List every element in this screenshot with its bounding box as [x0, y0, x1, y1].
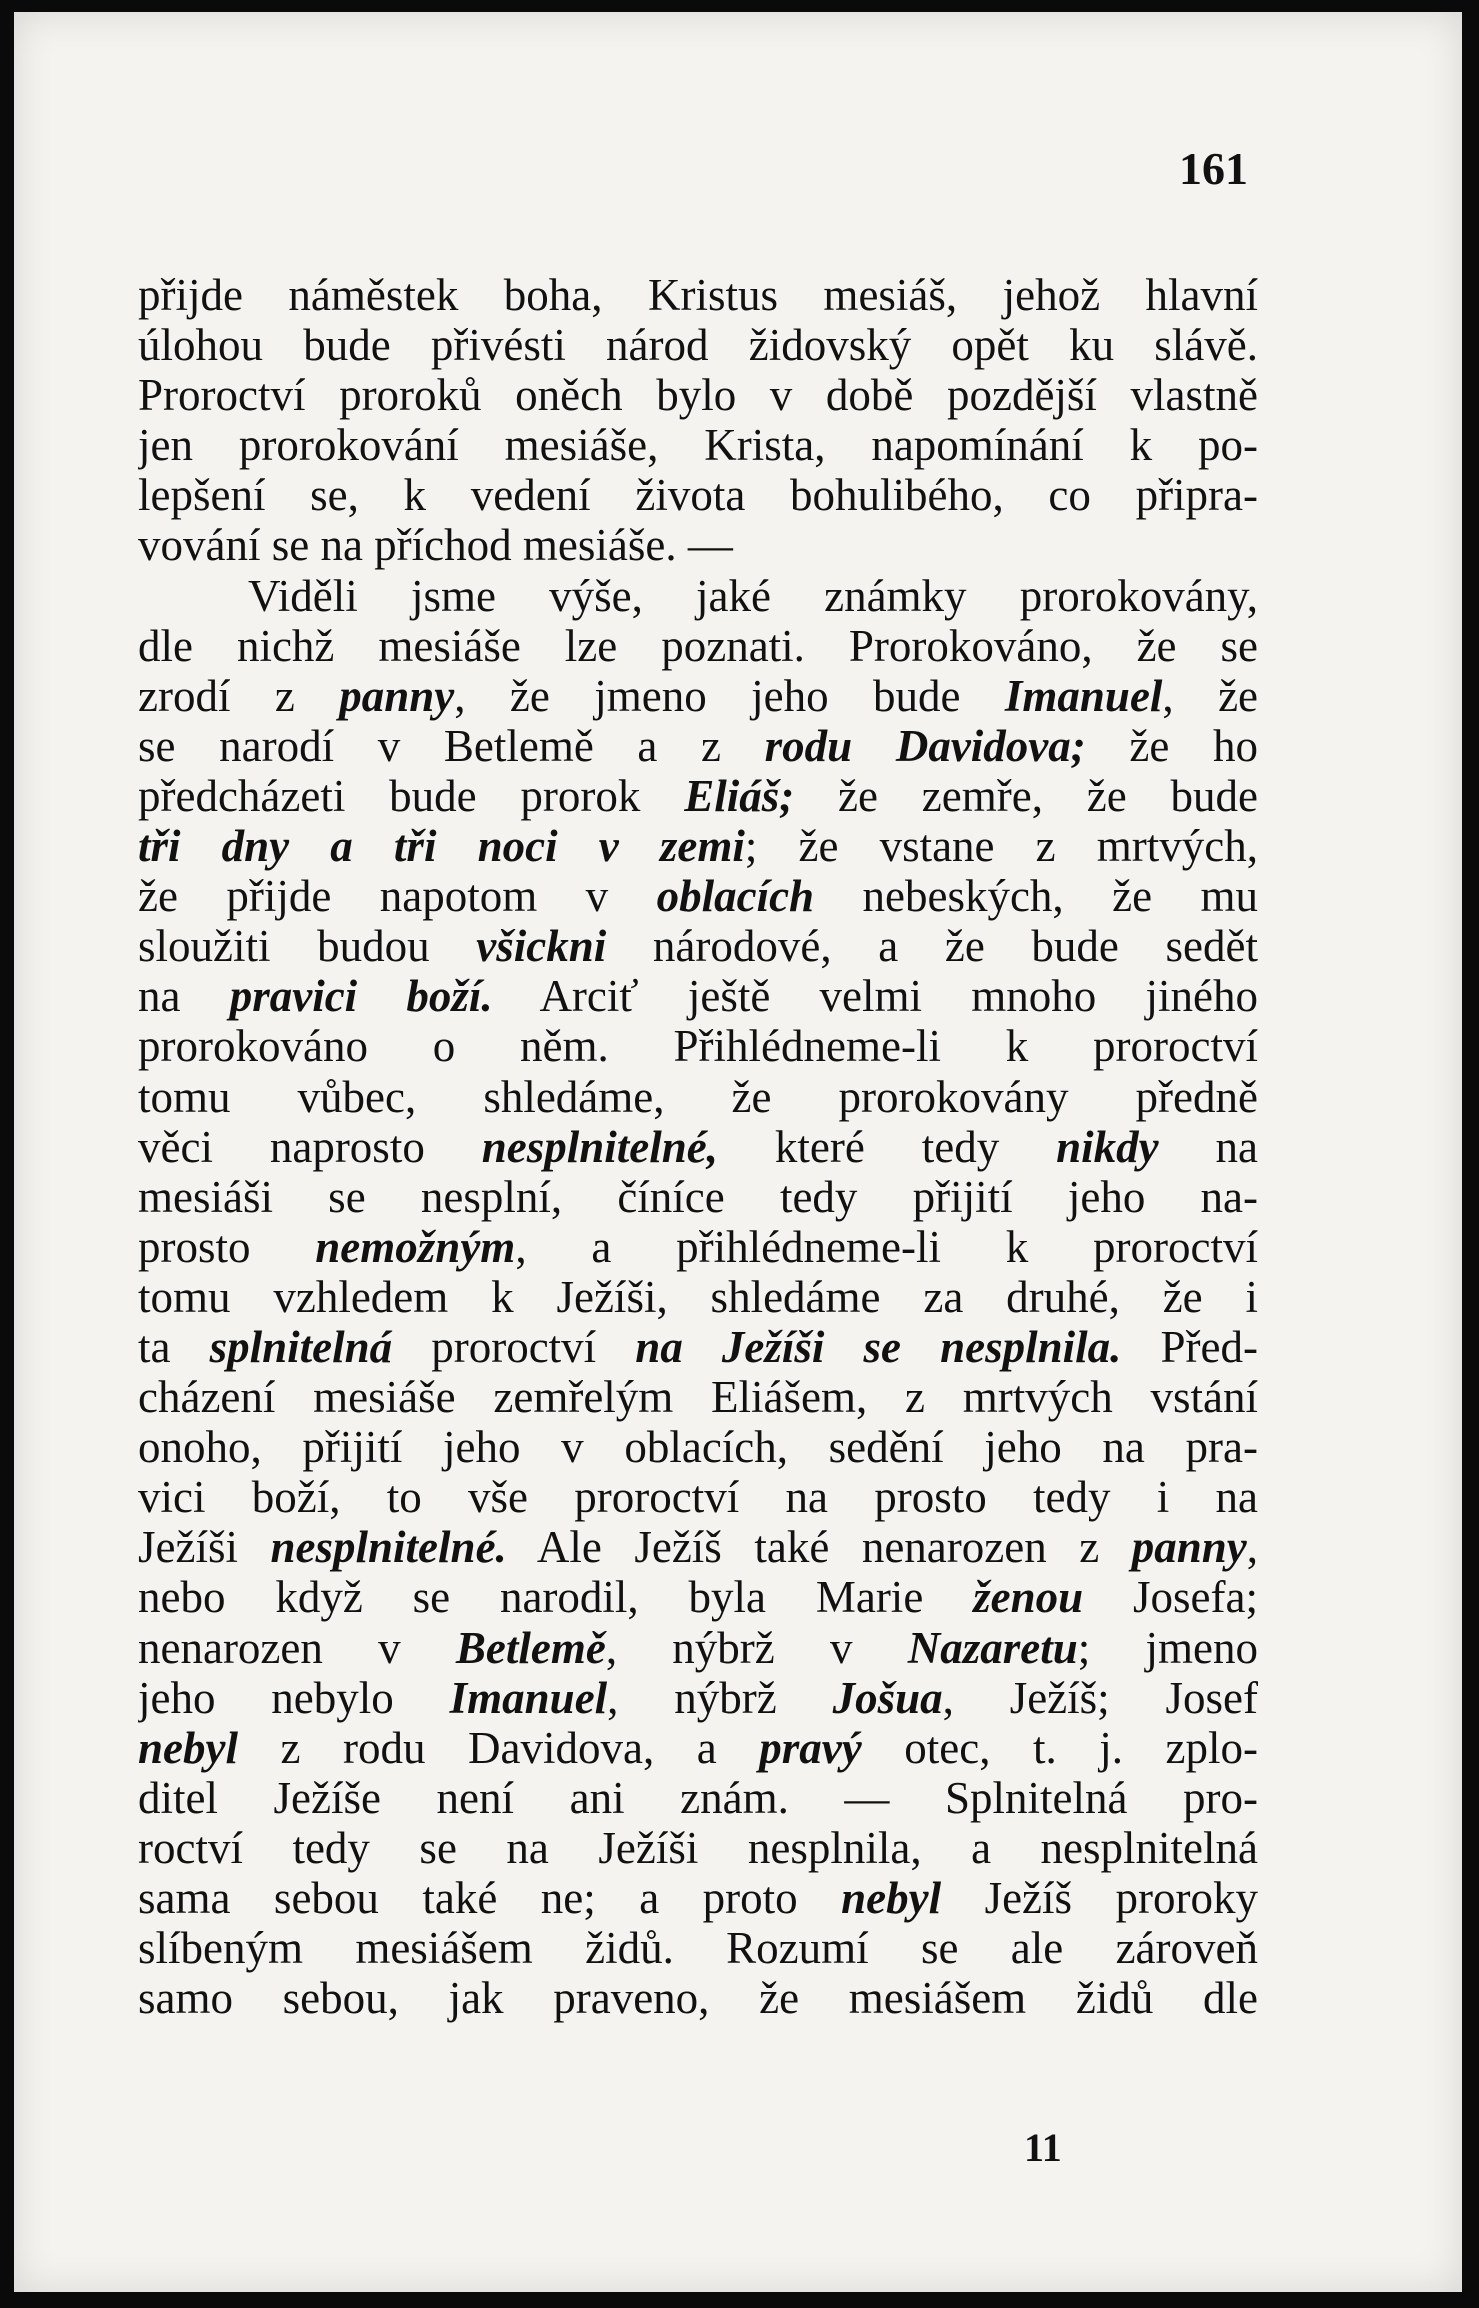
text-segment: dle nichž mesiáše lze poznati. Prorokováno, že se — [138, 620, 1258, 671]
text-segment: Arciť ještě velmi mnoho jiného — [492, 971, 1258, 1022]
text-line — [138, 320, 1258, 370]
emphasized-text: všickni — [476, 921, 607, 972]
text-segment: že zemře, že bude — [794, 770, 1258, 821]
text-line — [138, 1673, 1258, 1723]
emphasized-text: panny — [1131, 1522, 1247, 1573]
emphasized-text: splnitelná — [209, 1321, 393, 1372]
text-line — [138, 1773, 1258, 1823]
text-segment: se narodí v Betlemě a z — [138, 720, 765, 771]
emphasized-text: oblacích — [656, 871, 815, 922]
text-line — [138, 1072, 1258, 1122]
text-segment: tomu vzhledem k Ježíši, shledáme za druhé, že i — [138, 1271, 1258, 1322]
emphasized-text: na Ježíši se nesplnila. — [635, 1321, 1122, 1372]
text-segment: ditel Ježíše není ani znám. — Splnitelná pro- — [138, 1772, 1258, 1823]
text-segment: , — [1246, 1522, 1258, 1573]
text-line — [138, 1021, 1258, 1071]
text-line — [138, 470, 1258, 520]
text-segment: na — [138, 971, 230, 1022]
emphasized-text: Imanuel — [449, 1672, 608, 1723]
text-line — [138, 821, 1258, 871]
emphasized-text: tři dny a tři noci v zemi — [138, 821, 745, 872]
emphasized-text: nikdy — [1056, 1121, 1159, 1172]
text-line — [138, 1723, 1258, 1773]
text-segment: mesiáši se nesplní, číníce tedy přijití jeho na- — [138, 1171, 1258, 1222]
text-segment: prorokováno o něm. Přihlédneme-li k proroctví — [138, 1021, 1258, 1072]
text-line — [138, 621, 1258, 671]
text-segment: sama sebou také ne; a proto — [138, 1873, 842, 1923]
emphasized-text: ženou — [973, 1572, 1084, 1623]
emphasized-text: Betlemě — [455, 1622, 606, 1673]
text-line — [138, 1522, 1258, 1572]
emphasized-text: Jošua — [832, 1672, 943, 1723]
text-line — [138, 1172, 1258, 1222]
text-segment: které tedy — [718, 1121, 1057, 1172]
emphasized-text: Imanuel — [1004, 670, 1163, 721]
text-segment: , nýbrž — [607, 1672, 833, 1723]
text-segment: tomu vůbec, shledáme, že prorokovány předně — [138, 1071, 1258, 1122]
text-segment: zrodí z — [138, 670, 340, 721]
text-segment: roctví tedy se na Ježíši nesplnila, a nesplnitelná — [138, 1822, 1258, 1873]
text-segment: přijde náměstek boha, Kristus mesiáš, jehož hlavní — [138, 270, 1258, 320]
text-segment: nebo když se narodil, byla Marie — [138, 1572, 974, 1623]
emphasized-text: nebyl — [841, 1873, 942, 1923]
text-line — [138, 1572, 1258, 1622]
text-line — [138, 1222, 1258, 1272]
text-line — [138, 1823, 1258, 1873]
text-line — [138, 1122, 1258, 1172]
text-segment: Viděli jsme výše, jaké známky prorokovány, — [248, 570, 1258, 621]
text-segment: ; že vstane z mrtvých, — [744, 821, 1258, 872]
text-segment: že ho — [1085, 720, 1258, 771]
text-segment: Ježíš proroky — [941, 1873, 1258, 1923]
text-line — [138, 1372, 1258, 1422]
text-line — [138, 520, 1258, 570]
text-segment: onoho, přijití jeho v oblacích, sedění jeho na pra- — [138, 1422, 1258, 1473]
text-segment: Josefa; — [1083, 1572, 1258, 1623]
text-line — [138, 420, 1258, 470]
text-segment: sloužiti budou — [138, 921, 477, 972]
text-segment: nenarozen v — [138, 1622, 456, 1673]
text-segment: Proroctví proroků oněch bylo v době pozdější vlastně — [138, 370, 1258, 421]
text-segment: že přijde napotom v — [138, 871, 657, 922]
text-line — [138, 571, 1258, 621]
text-segment: vování se na příchod mesiáše. — — [138, 520, 733, 571]
text-segment: , že — [1162, 670, 1258, 721]
text-segment: ; jmeno — [1077, 1622, 1258, 1673]
text-segment: lepšení se, k vedení života bohulibého, co připra- — [138, 470, 1258, 521]
text-segment: předcházeti bude prorok — [138, 770, 685, 821]
text-line — [138, 971, 1258, 1021]
text-line — [138, 1422, 1258, 1472]
text-segment: Ježíši — [138, 1522, 271, 1573]
text-segment: otec, t. j. zplo- — [861, 1722, 1258, 1773]
emphasized-text: pravý — [759, 1722, 862, 1773]
text-segment: z rodu Davidova, a — [237, 1722, 760, 1773]
text-segment: samo sebou, jak praveno, že mesiášem židů dle — [138, 1973, 1258, 2024]
emphasized-text: nesplnitelné. — [270, 1522, 507, 1573]
text-line — [138, 1623, 1258, 1673]
text-segment: proroctví — [392, 1321, 636, 1372]
text-segment: , že jmeno jeho bude — [454, 670, 1005, 721]
text-line — [138, 1472, 1258, 1522]
text-segment: cházení mesiáše zemřelým Eliášem, z mrtvých vstání — [138, 1372, 1258, 1423]
text-line — [138, 771, 1258, 821]
text-line — [138, 1873, 1258, 1923]
text-segment: Ale Ježíš také nenarozen z — [506, 1522, 1132, 1573]
text-segment: jen prorokování mesiáše, Krista, napomínání k po- — [138, 420, 1258, 471]
text-line — [138, 270, 1258, 320]
emphasized-text: rodu Davidova; — [764, 720, 1086, 771]
text-segment: národové, a že bude sedět — [606, 921, 1258, 972]
emphasized-text: panny — [339, 670, 455, 721]
emphasized-text: nebyl — [138, 1722, 238, 1773]
text-segment: ta — [138, 1321, 210, 1372]
text-line — [138, 1322, 1258, 1372]
text-segment: , a přihlédneme-li k proroctví — [515, 1221, 1258, 1272]
text-segment: , Ježíš; Josef — [942, 1672, 1258, 1723]
emphasized-text: Nazaretu — [907, 1622, 1078, 1673]
emphasized-text: nemožným — [315, 1221, 516, 1272]
book-page — [14, 12, 1462, 2292]
text-segment: vici boží, to vše proroctví na prosto tedy i na — [138, 1472, 1258, 1523]
text-segment: Před- — [1121, 1321, 1258, 1372]
text-line — [138, 871, 1258, 921]
text-segment: slíbeným mesiášem židů. Rozumí se ale zároveň — [138, 1923, 1258, 1974]
text-line — [138, 1923, 1258, 1973]
text-line — [138, 370, 1258, 420]
text-line — [138, 1973, 1258, 2023]
emphasized-text: Eliáš; — [684, 770, 795, 821]
text-segment: nebeských, že mu — [814, 871, 1258, 922]
text-line — [138, 921, 1258, 971]
text-segment: prosto — [138, 1221, 316, 1272]
text-line — [138, 671, 1258, 721]
text-segment: jeho nebylo — [138, 1672, 450, 1723]
text-line — [138, 721, 1258, 771]
text-line — [138, 1272, 1258, 1322]
text-segment: na — [1158, 1121, 1258, 1172]
text-segment: , nýbrž v — [605, 1622, 908, 1673]
text-segment: úlohou bude přivésti národ židovský opět ku slávě. — [138, 320, 1258, 371]
emphasized-text: nesplnitelné, — [481, 1121, 718, 1172]
emphasized-text: pravici boží. — [229, 971, 493, 1022]
text-segment: věci naprosto — [138, 1121, 482, 1172]
page-number: 161 — [1179, 143, 1248, 194]
printer-signature: 11 — [1024, 2125, 1062, 2170]
body-text — [138, 270, 1258, 2023]
